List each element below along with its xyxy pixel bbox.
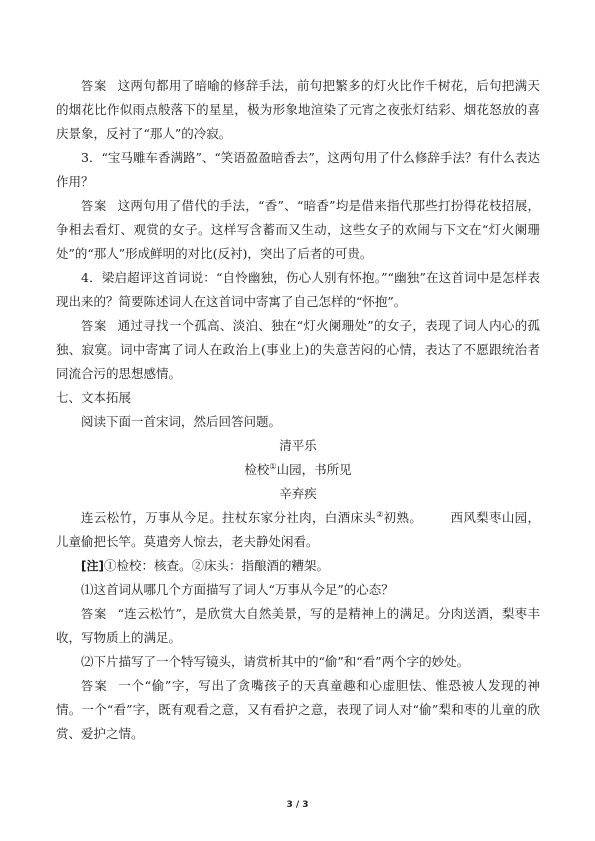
- answer-label: 答案: [81, 319, 108, 333]
- poem-line: 初熟。: [383, 510, 423, 525]
- poem-line: 西风梨枣山园，儿童偷把长竿。莫遣旁人惊去，老夫静处闲看。: [56, 510, 540, 549]
- sub1-question: ⑴这首词从哪几个方面描写了词人“万事从今足”的心态？: [81, 582, 394, 597]
- answer-label: 答案: [81, 607, 108, 621]
- page-content: [56, 74, 540, 746]
- footnote-marker: ①: [269, 461, 277, 471]
- answer-text: 这两句用了借代的手法，“香”、“暗香”均是借来指代那些打扮得花枝招展，争相去看灯、观赏的女子。这样写含蓄而又生动，这些女子的欢闹与下文在“灯火阑珊处”的“那人”形成鲜明的对比(反衬)，突出了后者的可贵。: [56, 198, 540, 261]
- poem-author: 辛弃疾: [279, 486, 317, 501]
- sub2-question: ⑵下片描写了一个特写镜头，请赏析其中的“偷”和“看”两个字的妙处。: [81, 654, 470, 669]
- footnote-marker: ②: [376, 509, 384, 519]
- answer-label: 答案: [81, 199, 108, 213]
- page-number: 3 / 3: [286, 800, 309, 810]
- subtitle-text: 检校: [244, 462, 270, 477]
- answer-text: 通过寻找一个孤高、淡泊、独在“灯火阑珊处”的女子，表现了词人内心的孤独、寂寞。词中寄寓了词人在政治上(事业上)的失意苦闷的心情，表达了不愿跟统治者同流合污的思想感情。: [56, 318, 540, 381]
- note-label: [注]: [81, 559, 104, 573]
- section-intro: 阅读下面一首宋词，然后回答问题。: [81, 414, 282, 429]
- q4-answer: [56, 314, 540, 386]
- answer-label: 答案: [81, 679, 109, 693]
- section-heading: 七、文本拓展: [56, 390, 132, 405]
- q1-answer: [56, 74, 540, 146]
- q3-answer: [56, 194, 540, 266]
- subtitle-text: 山园，书所见: [276, 462, 352, 477]
- poem-body: [56, 506, 540, 554]
- answer-text: 一个“偷”字，写出了贪嘴孩子的天真童趣和心虚胆怯、惟恐被人发现的神情。一个“看”字，既有观看之意，又有看护之意，表现了词人对“偷”梨和枣的儿童的欣赏、爱护之情。: [56, 678, 540, 741]
- answer-text: “连云松竹”，是欣赏大自然美景，写的是精神上的满足。分肉送酒，梨枣丰收，写物质上的满足。: [56, 606, 540, 645]
- note-text: ①检校：核查。②床头：指酿酒的糟架。: [103, 558, 329, 573]
- answer-text: 这两句都用了暗喻的修辞手法，前句把繁多的灯火比作千树花，后句把满天的烟花比作似雨点般落下的星星，极为形象地渲染了元宵之夜张灯结彩、烟花怒放的喜庆景象，反衬了“那人”的冷寂。: [56, 78, 540, 141]
- poem-title: 清平乐: [279, 438, 317, 453]
- answer-label: 答案: [81, 79, 108, 93]
- poem-line: 连云松竹，万事从今足。拄杖东家分社肉，白酒床头: [81, 510, 377, 525]
- sub1-answer: [56, 602, 540, 650]
- poem-note: [56, 554, 540, 578]
- sub2-answer: [56, 674, 540, 746]
- q4-question: 4．梁启超评这首词说：“自怜幽独，伤心人别有怀抱。”“幽独”在这首词中是怎样表现出来的？简要陈述词人在这首词中寄寓了自己怎样的“怀抱”。: [56, 270, 540, 309]
- q3-question: 3．“宝马雕车香满路”、“笑语盈盈暗香去”，这两句用了什么修辞手法？有什么表达作用？: [56, 150, 540, 189]
- poem-subtitle: [56, 458, 540, 482]
